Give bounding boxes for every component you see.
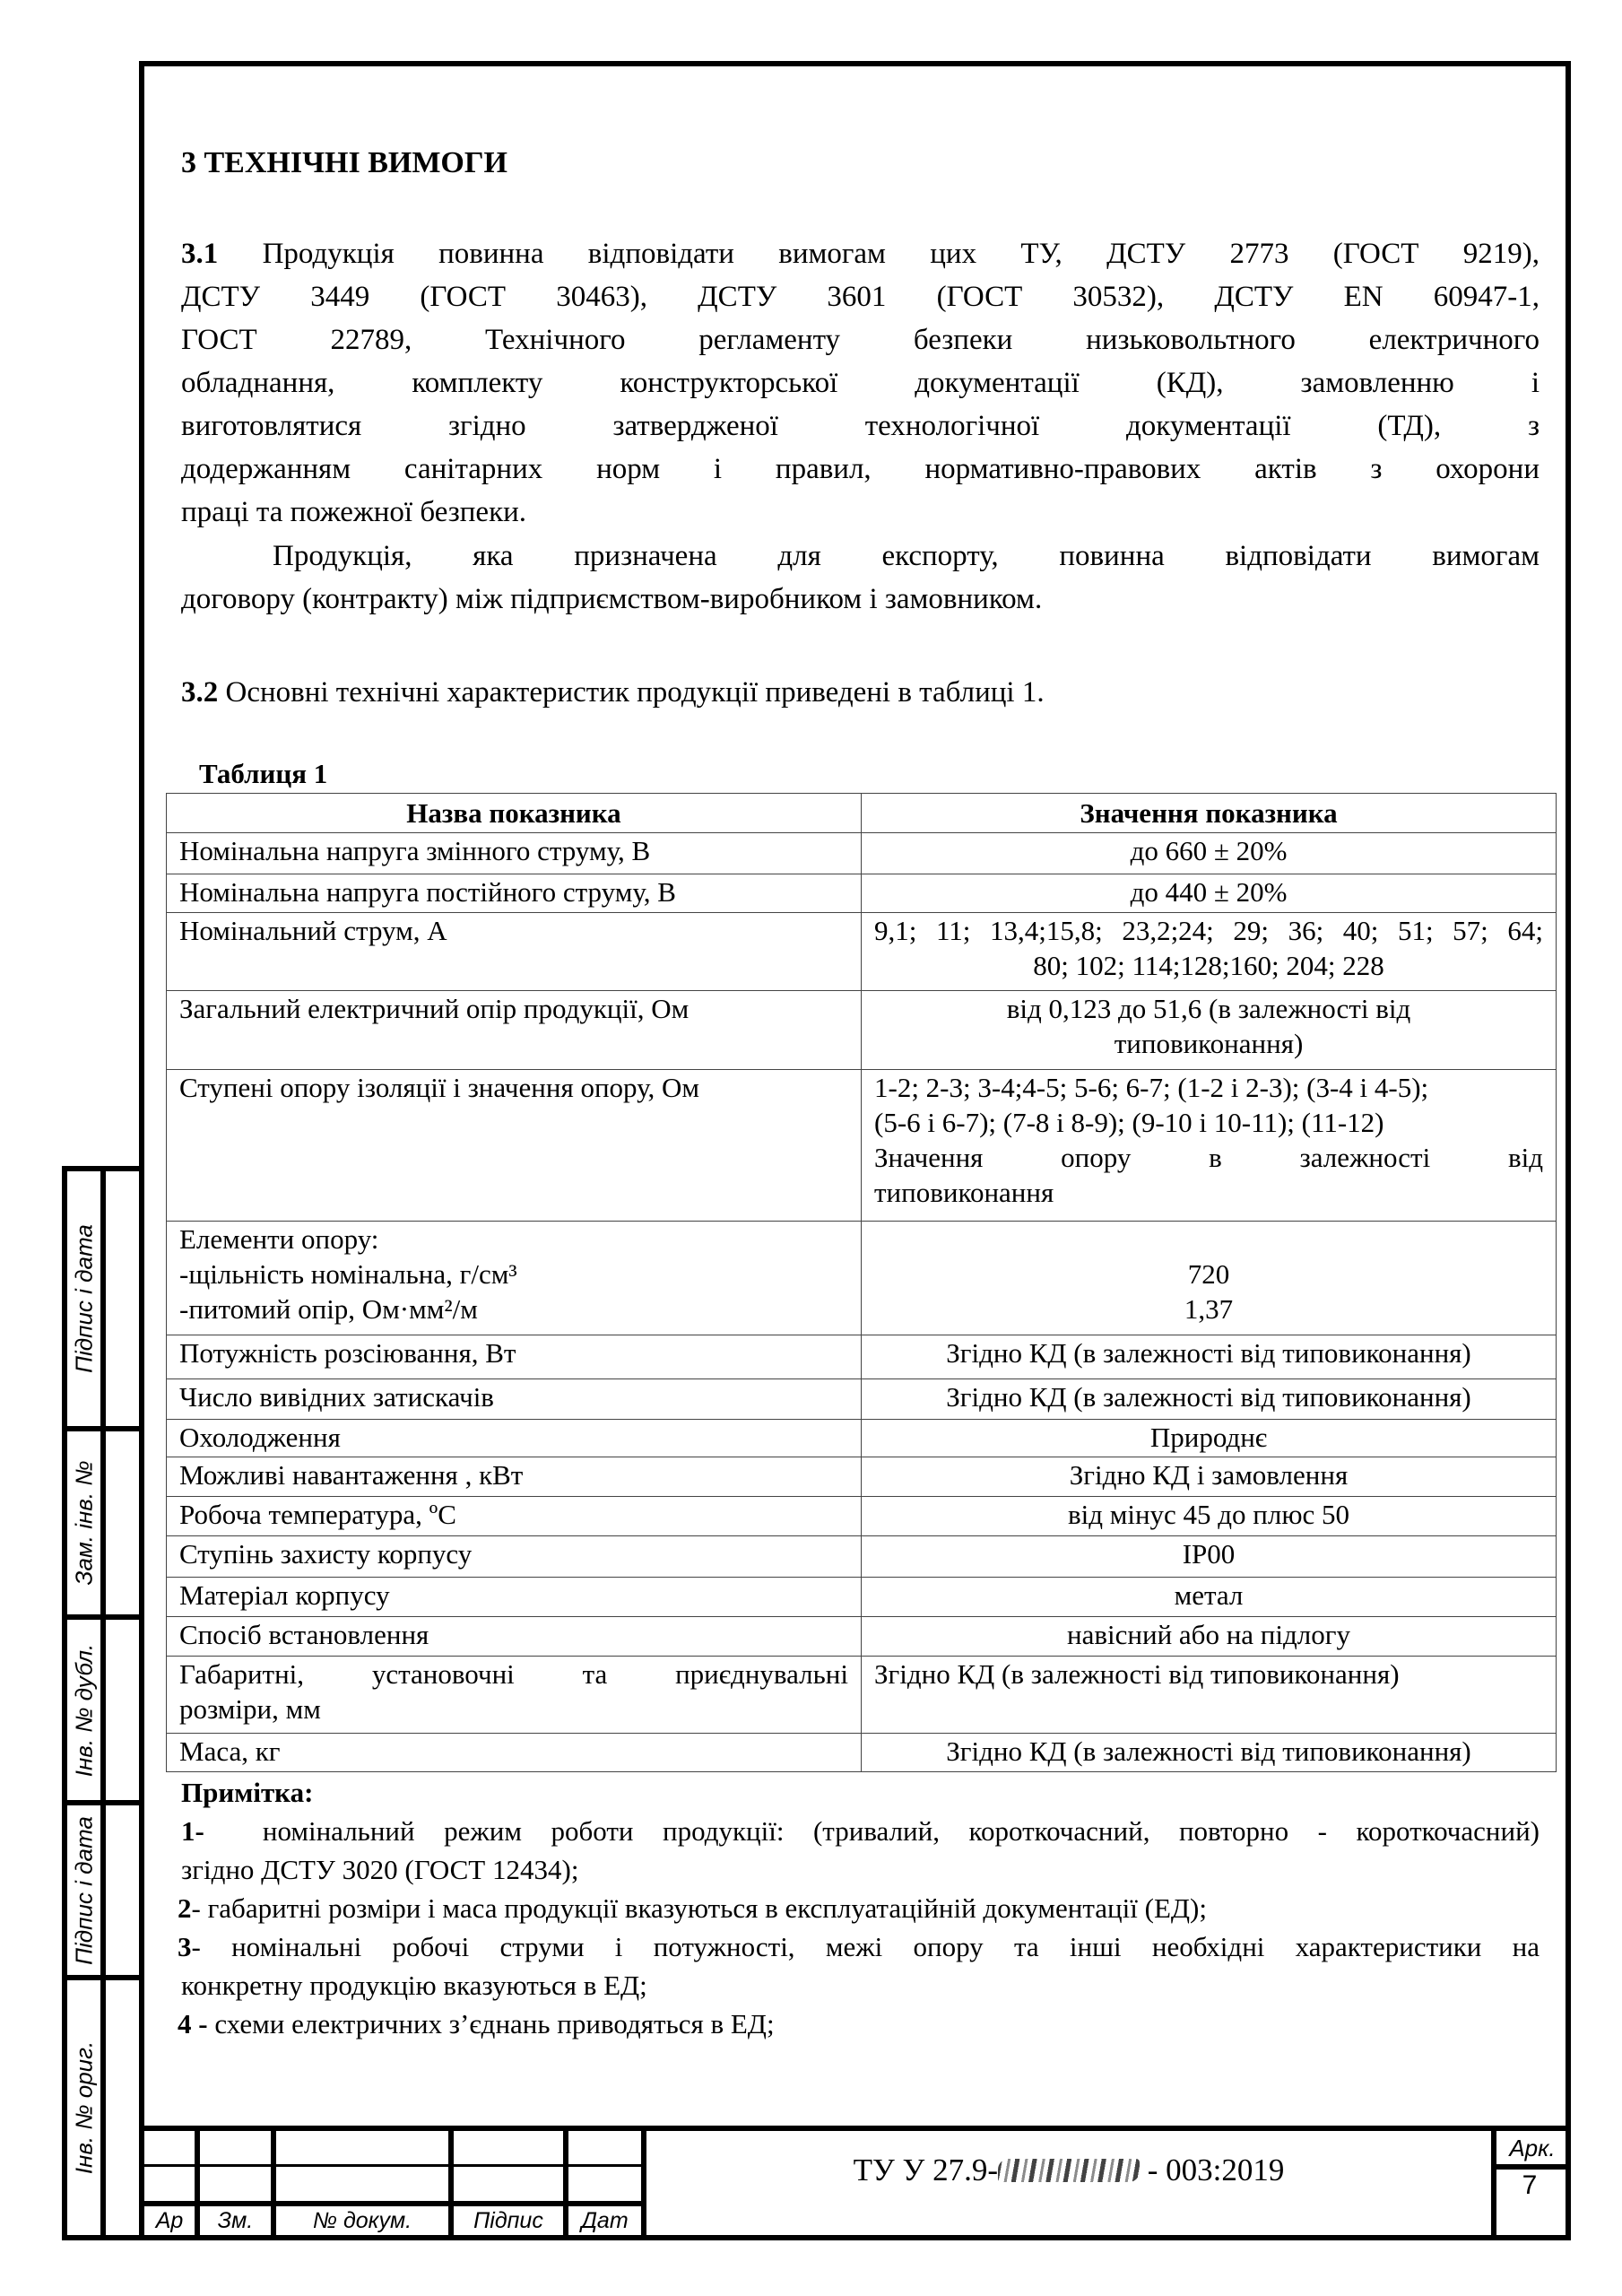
parameter-name: Робоча температура, ºС [167,1497,862,1536]
sheet-label-divider [1494,2164,1571,2170]
document-code: ТУ У 27.9- - 003:2019 [853,2152,1285,2187]
parameter-name: Номінальна напруга змінного струму, В [167,833,862,874]
parameter-name: Маса, кг [167,1734,862,1772]
paragraph-3-2: 3.2 Основні технічні характеристик продукції приведені в таблиці 1. [181,676,1045,709]
side-stamp-signature-date-2: Підпис і дата [62,1800,143,1975]
table-row [167,991,1557,1070]
parameter-name: Спосіб встановлення [167,1617,862,1657]
note-item-2: 2- габаритні розміри і маса продукції вказуються в експлуатаційній документації (ЕД); [178,1892,1207,1924]
parameter-value: Згідно КД (в залежності від типовиконання) [862,1335,1557,1379]
parameter-name: Потужність розсіювання, Вт [167,1335,862,1379]
table-row [167,1379,1557,1420]
section-heading: 3 ТЕХНІЧНІ ВИМОГИ [181,146,507,179]
note-item-4: 4 - схеми електричних з’єднань приводяться в ЕД; [178,2008,775,2039]
specs-table [166,793,1557,1772]
sheet-number: 7 [1522,2170,1538,2200]
note-item-1: 1- номінальний режим роботи продукції: (тривалий, короткочасний, повторно - короткочасний) [181,1815,1540,1847]
parameter-value: 720 1,37 [862,1222,1557,1335]
table-row [167,1420,1557,1457]
parameter-name: Номінальний струм, А [167,913,862,991]
table-row [167,1457,1557,1497]
table-row [167,1222,1557,1335]
table-row [167,1734,1557,1772]
table-caption: Таблиця 1 [199,758,328,789]
paragraph-export-line: Продукція, яка призначена для експорту, повинна відповідати вимогам [273,540,1540,572]
parameter-name: Число вивідних затискачів [167,1379,862,1420]
side-stamp-orig-inv: Інв. № ориг. [62,1975,143,2240]
column-header-value: Значення показника [862,794,1557,833]
table-row [167,1070,1557,1222]
col-label-doc-number: № докум. [312,2208,412,2233]
parameter-value: Згідно КД і замовлення [862,1457,1557,1497]
paragraph-3-1-line: ДСТУ 3449 (ГОСТ 30463), ДСТУ 3601 (ГОСТ 30532), ДСТУ EN 60947-1, [181,281,1540,313]
parameter-name: Ступені опору ізоляції і значення опору, Ом [167,1070,862,1222]
paragraph-3-1-line: виготовлятися згідно затвердженої технологічної документації (ТД), з [181,410,1540,442]
parameter-value: до 660 ± 20% [862,833,1557,874]
column-header-name: Назва показника [167,794,862,833]
clause-number: 3.1 [181,238,219,270]
parameter-value: 1-2; 2-3; 3-4;4-5; 5-6; 6-7; (1-2 і 2-3); (3-4 і 4-5); (5-6 і 6-7); (7-8 і 8-9); (9-10 і 10-11); (11-12) Значення опору в залежності від типовиконання [862,1070,1557,1222]
side-stamp-dup-inv: Інв. № дубл. [62,1614,143,1800]
parameter-value: Згідно КД (в залежності від типовиконання) [862,1734,1557,1772]
table-row [167,1657,1557,1734]
paragraph-3-1-line: обладнання, комплекту конструкторської документації (КД), замовленню і [181,367,1540,399]
table-row [167,1578,1557,1617]
paragraph-3-1-line: ГОСТ 22789, Технічного регламенту безпеки низьковольтного електричного [181,324,1540,356]
note-item-3-cont: конкретну продукцію вказуються в ЕД; [181,1970,647,2001]
parameter-value: Природнє [862,1420,1557,1457]
paragraph-3-1-line: 3.1 Продукція повинна відповідати вимогам цих ТУ, ДСТУ 2773 (ГОСТ 9219), [181,238,1540,270]
parameter-value: від мінус 45 до плюс 50 [862,1497,1557,1536]
parameter-value: Згідно КД (в залежності від типовиконання) [862,1379,1557,1420]
parameter-name: Ступінь захисту корпусу [167,1536,862,1578]
parameter-value: від 0,123 до 51,6 (в залежності від типовиконання) [862,991,1557,1070]
paragraph-3-1-line: праці та пожежної безпеки. [181,496,527,528]
table-row [167,1617,1557,1657]
parameter-value: Згідно КД (в залежності від типовиконання) [862,1657,1557,1734]
paragraph-3-1-line: додержанням санітарних норм і правил, нормативно-правових актів з охорони [181,453,1540,485]
col-label-change: Зм. [217,2208,254,2233]
paragraph-export-line: договору (контракту) між підприємством-виробником і замовником. [181,583,1043,615]
parameter-name: Габаритні, установочні та приєднувальні розміри, мм [167,1657,862,1734]
parameter-name: Охолодження [167,1420,862,1457]
parameter-name: Можливі навантаження , кВт [167,1457,862,1497]
col-label-signature: Підпис [473,2208,543,2233]
table-row [167,833,1557,874]
parameter-value: метал [862,1578,1557,1617]
sheet-label: Арк. [1509,2135,1556,2161]
parameter-value: до 440 ± 20% [862,874,1557,913]
title-block-top-line [139,2126,1571,2131]
table-header-row [167,794,1557,833]
note-item-3: 3- номінальні робочі струми і потужності, межі опору та інші необхідні характеристики на [178,1931,1540,1962]
redacted-code [998,2159,1140,2182]
parameter-value: IP00 [862,1536,1557,1578]
table-row [167,913,1557,991]
side-stamp-replaced-inv: Зам. інв. № [62,1426,143,1614]
clause-number: 3.2 [181,676,219,709]
parameter-name: Загальний електричний опір продукції, Ом [167,991,862,1070]
table-row [167,1536,1557,1578]
parameter-value: 9,1; 11; 13,4;15,8; 23,2;24; 29; 36; 40; 51; 57; 64; 80; 102; 114;128;160; 204; 228 [862,913,1557,991]
parameter-name: Матеріал корпусу [167,1578,862,1617]
parameter-name: Елементи опору: -щільність номінальна, г/см³ -питомий опір, Ом·мм²/м [167,1222,862,1335]
note-item-1-cont: згідно ДСТУ 3020 (ГОСТ 12434); [181,1854,579,1885]
table-row [167,1497,1557,1536]
parameter-value: навісний або на підлогу [862,1617,1557,1657]
col-label-date: Дат [581,2208,629,2233]
side-stamp-signature-date-1: Підпис і дата [62,1166,143,1426]
table-row [167,874,1557,913]
notes-title: Примітка: [181,1777,314,1808]
table-row [167,1335,1557,1379]
parameter-name: Номінальна напруга постійного струму, В [167,874,862,913]
col-label-sheet: Ар [155,2208,184,2233]
